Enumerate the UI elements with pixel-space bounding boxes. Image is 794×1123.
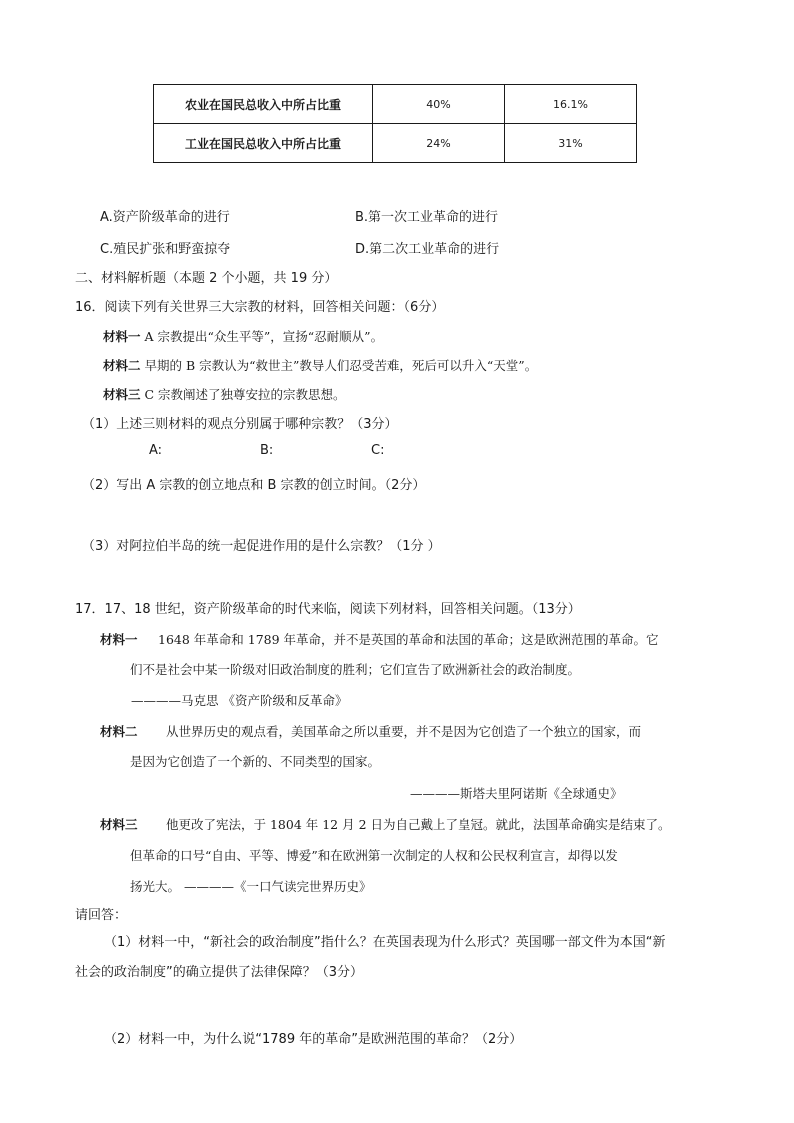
q17-material-2-source: ————斯塔夫里阿诺斯《全球通史》	[410, 786, 623, 801]
material-text: 早期的 B 宗教认为“救世主”教导人们忍受苦难，死后可以升入“天堂”。	[144, 358, 538, 373]
q17-sub-2: （2）材料一中，为什么说“1789 年的革命”是欧洲范围的革命？（2分）	[104, 1032, 523, 1047]
section-title: 二、材料解析题（本题 2 个小题，共 19 分）	[75, 271, 338, 286]
q17-material-3-line-1: 他更改了宪法，于 1804 年 12 月 2 日为自己戴上了皇冠。就此，法国革命确实是结束了。	[166, 817, 671, 832]
option-d: D.第二次工业革命的进行	[355, 242, 500, 257]
table-cell-label: 农业在国民总收入中所占比重	[154, 85, 373, 124]
material-label: 材料三	[103, 387, 141, 402]
option-b: B.第一次工业革命的进行	[355, 210, 499, 225]
question-17-title: 17．17、18 世纪，资产阶级革命的时代来临，阅读下列材料，回答相关问题。（13分）	[75, 602, 581, 617]
q17-material-3-line-3: 扬光大。 ————《一口气读完世界历史》	[130, 879, 372, 894]
q17-sub-1-line-2: 社会的政治制度”的确立提供了法律保障？（3分）	[75, 965, 364, 980]
q17-sub-1-line-1: （1）材料一中，“新社会的政治制度”指什么？在英国表现为什么形式？英国哪一部文件为本国“新	[104, 935, 666, 950]
question-16-title: 16．阅读下列有关世界三大宗教的材料，回答相关问题：（6分）	[75, 300, 445, 315]
q16-material-3	[103, 385, 346, 403]
q16-material-1	[103, 327, 383, 345]
material-label: 材料二	[100, 724, 138, 739]
table-row	[154, 85, 637, 124]
material-text: C 宗教阐述了独尊安拉的宗教思想。	[144, 387, 346, 402]
answer-a-label: A:	[149, 443, 163, 458]
ask-label: 请回答：	[75, 908, 128, 923]
q17-material-1-line-2: 们不是社会中某一阶级对旧政治制度的胜利；它们宣告了欧洲新社会的政治制度。	[130, 662, 581, 677]
material-label: 材料三	[100, 817, 138, 832]
option-a: A.资产阶级革命的进行	[100, 210, 230, 225]
q17-material-1-source: ————马克思 《资产阶级和反革命》	[131, 693, 348, 708]
material-label: 材料一	[103, 329, 141, 344]
table-row	[154, 124, 637, 163]
q17-material-2-line-2: 是因为它创造了一个新的、不同类型的国家。	[130, 754, 381, 769]
option-c: C.殖民扩张和野蛮掠夺	[100, 242, 231, 257]
table-cell-label: 工业在国民总收入中所占比重	[154, 124, 373, 163]
q17-material-2-line-1: 从世界历史的观点看，美国革命之所以重要，并不是因为它创造了一个独立的国家，而	[166, 724, 642, 739]
data-table	[153, 84, 637, 163]
q16-sub-2: （2）写出 A 宗教的创立地点和 B 宗教的创立时间。（2分）	[82, 478, 426, 493]
q17-material-3-line-2: 但革命的口号“自由、平等、博爱”和在欧洲第一次制定的人权和公民权利宣言，却得以发	[130, 848, 618, 863]
material-label: 材料二	[103, 358, 141, 373]
answer-c-label: C:	[371, 443, 385, 458]
q16-sub-1: （1）上述三则材料的观点分别属于哪种宗教？（3分）	[82, 417, 398, 432]
table-cell-value: 16.1%	[505, 85, 637, 124]
material-text: A 宗教提出“众生平等”，宣扬“忍耐顺从”。	[144, 329, 384, 344]
material-label: 材料一	[100, 632, 138, 647]
table-cell-value: 31%	[505, 124, 637, 163]
q16-material-2	[103, 356, 537, 374]
table-cell-value: 40%	[373, 85, 505, 124]
answer-b-label: B:	[260, 443, 274, 458]
q17-material-1-line-1: 1648 年革命和 1789 年革命，并不是英国的革命和法国的革命；这是欧洲范围的革命。它	[158, 632, 659, 647]
q16-sub-3: （3）对阿拉伯半岛的统一起促进作用的是什么宗教？（1分 ）	[82, 539, 441, 554]
table-cell-value: 24%	[373, 124, 505, 163]
